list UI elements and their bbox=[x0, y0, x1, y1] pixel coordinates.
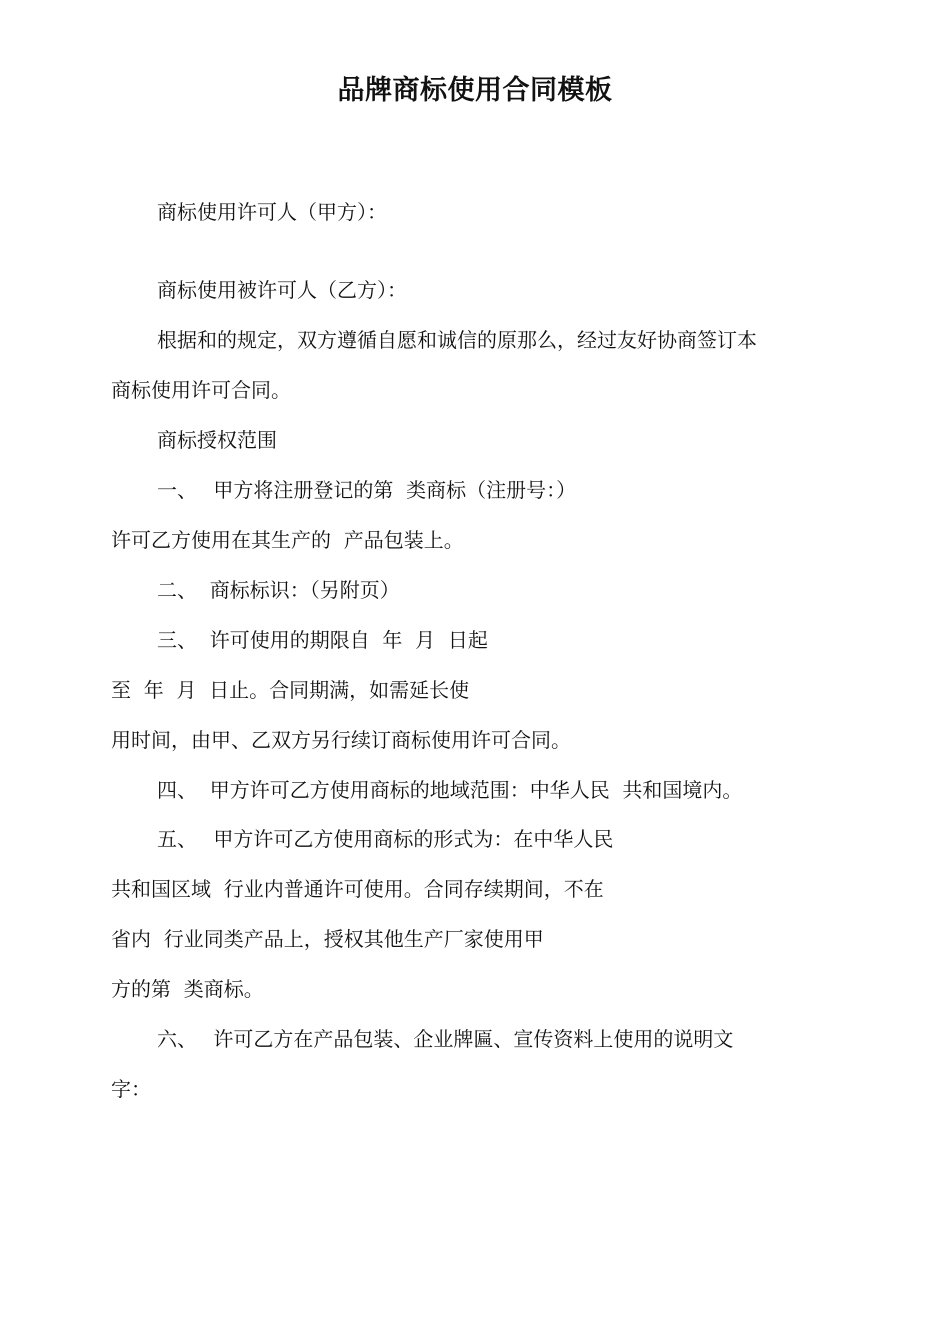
clause-3-line-1: 三、 许可使用的期限自 年 月 日起 bbox=[157, 628, 488, 652]
clause-1-line-1: 一、 甲方将注册登记的第 类商标（注册号：） bbox=[157, 478, 577, 502]
preamble-line-2: 商标使用许可合同。 bbox=[111, 378, 291, 402]
licensor-line: 商标使用许可人（甲方）： bbox=[157, 200, 387, 224]
clause-6-line-1: 六、 许可乙方在产品包装、企业牌匾、宣传资料上使用的说明文 bbox=[157, 1027, 734, 1051]
clause-5-line-3: 省内 行业同类产品上，授权其他生产厂家使用甲 bbox=[111, 927, 544, 951]
clause-6-line-2: 字： bbox=[111, 1077, 151, 1101]
clause-5-line-2: 共和国区域 行业内普通许可使用。合同存续期间，不在 bbox=[111, 877, 604, 901]
clause-4-line: 四、 甲方许可乙方使用商标的地域范围：中华人民 共和国境内。 bbox=[157, 778, 743, 802]
clause-3-line-2: 至 年 月 日止。合同期满，如需延长使 bbox=[111, 678, 470, 702]
section-heading: 商标授权范围 bbox=[157, 428, 277, 452]
licensee-line: 商标使用被许可人（乙方）： bbox=[157, 278, 407, 302]
clause-3-line-3: 用时间，由甲、乙双方另行续订商标使用许可合同。 bbox=[111, 728, 571, 752]
clause-5-line-4: 方的第 类商标。 bbox=[111, 977, 264, 1001]
preamble-line-1: 根据和的规定，双方遵循自愿和诚信的原那么，经过友好协商签订本 bbox=[157, 328, 757, 352]
clause-5-line-1: 五、 甲方许可乙方使用商标的形式为：在中华人民 bbox=[157, 827, 614, 851]
clause-2-line: 二、 商标标识：（另附页） bbox=[157, 578, 400, 602]
document-title: 品牌商标使用合同模板 bbox=[337, 75, 613, 106]
clause-1-line-2: 许可乙方使用在其生产的 产品包装上。 bbox=[111, 528, 464, 552]
